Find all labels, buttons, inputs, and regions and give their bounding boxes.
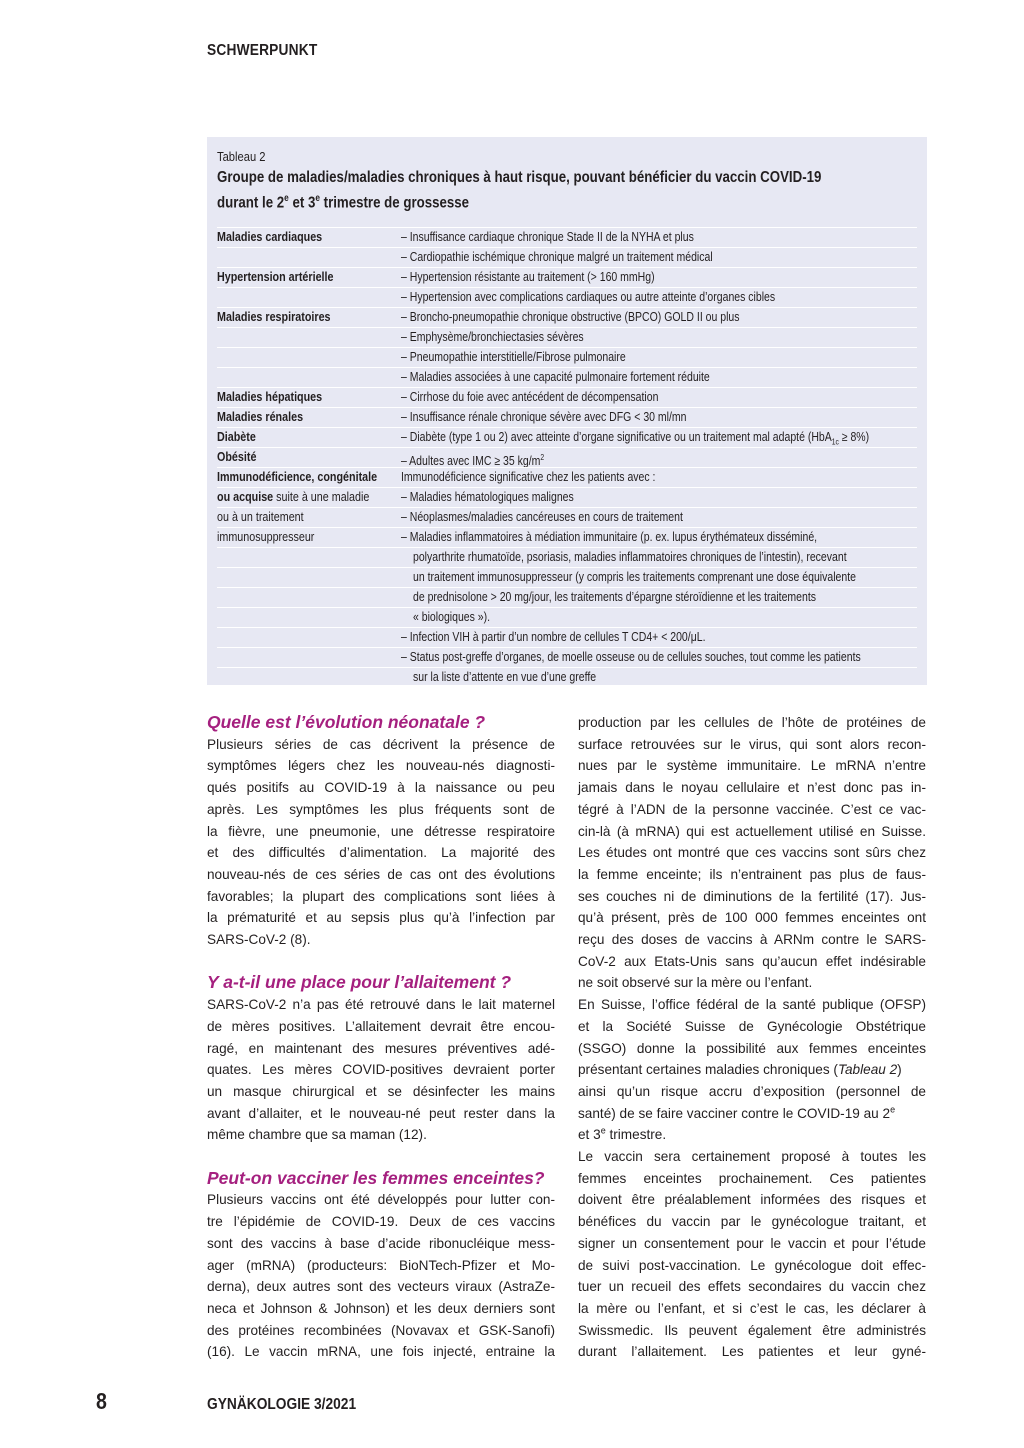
row-item: – Status post-greffe d’organes, de moelle osseuse ou de cellules souches, tout comme les patients [401,650,861,664]
row-item: – Insuffisance rénale chronique sévère avec DFG < 30 ml/mn [401,410,687,424]
page-number: 8 [96,1388,107,1414]
right-column [578,712,926,1363]
title-superscript-1: e [284,193,289,204]
row-item: – Maladies associées à une capacité pulmonaire fortement réduite [401,370,710,384]
row-item: – Hypertension avec complications cardiaques ou autre atteinte d’organes cibles [401,290,776,304]
row-category: immunosuppresseur [217,530,315,544]
table-body [217,227,917,687]
table-caption: Tableau 2 [217,149,266,164]
row-item: – Emphysème/bronchiectasies sévères [401,330,584,344]
row-category: ou acquise suite à une maladie [217,490,370,504]
row-item: – Adultes avec IMC ≥ 35 $kg/m^2$ [401,453,545,469]
row-item: – Cirrhose du foie avec antécédent de décompensation [401,390,659,404]
journal-name: GYNÄKOLOGIE 3/2021 [207,1396,357,1413]
paragraph-switzerland: En Suisse, l’office fédéral de la santé publique (OFSP) et la Société Suisse de Gynécologie Obstétrique (SSGO) donne la possibilité aux femmes enceintes [578,997,926,1056]
paragraph-switzerland-l4: présentant certaines maladies chroniques (Tableau 2) [578,1062,902,1078]
row-item: polyarthrite rhumatoïde, psoriasis, maladies inflammatoires chroniques de l’intestin), recevant [413,550,847,564]
table-row [217,307,917,387]
paragraph-mrna: production par les cellules de l’hôte de protéines de surface retrouvées sur le virus, qui sont alors recon- nues par le système immunitaire. Le mRNA n’entre jamais dans le noyau cellulaire et n’est donc pas in- tégré à l’ADN de la personne vaccinée. C’est ce vac- cin-là (à mRNA) qui est actuellement utilisé en Suisse. Les études ont montré que ces vaccins sont sûrs chez la femme enceinte; ils n’entrainent pas plus de faus- ses couches ni de diminutions de la fertilité (17). Jus- qu’à présent, près de 100 000 femmes enceintes ont reçu des doses de vaccins à ARNm contre le SARS- CoV-2 aux Etats-Unis sans qu’aucun effet indésirable [578,715,926,969]
table-row [217,467,917,687]
paragraph-mrna-end: ne soit observé sur la mère ou l’enfant. [578,975,813,991]
section-label: SCHWERPUNKT [207,42,318,59]
row-item: – Hypertension résistante au traitement (> 160 mmHg) [401,270,655,284]
row-item: – Cardiopathie ischémique chronique malgré un traitement médical [401,250,713,264]
row-item: – Broncho-pneumopathie chronique obstructive (BPCO) GOLD II ou plus [401,310,740,324]
table-2 [207,137,927,685]
table-row [217,267,917,307]
table-row [217,407,917,427]
table-title [217,167,881,213]
row-category: Diabète [217,430,256,444]
row-item: – Néoplasmes/maladies cancéreuses en cours de traitement [401,510,683,524]
row-category: Maladies respiratoires [217,310,331,324]
table-title-mid: et 3 [288,194,316,212]
row-item: Immunodéficience significative chez les patients avec : [401,470,656,484]
row-item: de prednisolone > 20 mg/jour, les traitements d’épargne stéroïdienne et les traitements [413,590,817,604]
row-item: « biologiques »). [413,610,491,624]
row-category: Maladies hépatiques [217,390,323,404]
row-item: – Pneumopathie interstitielle/Fibrose pulmonaire [401,350,626,364]
paragraph-proposal: Le vaccin sera certainement proposé à toutes les femmes enceintes prochainement. Ces patientes doivent être préalablement informées des risques et bénéfices du vaccin par le gynécologue traitant, et signer un consentement pour le vaccin et pour l’étude de suivi post-vaccination. Le gynécologue doit effec- tuer un recueil des effets secondaires du vaccin chez la mère ou l’enfant, et si c’est le cas, les déclarer à Swissmedic. Ils peuvent également être administrés durant l’allaitement. Les patientes et leur gyné- [578,1149,926,1360]
paragraph-switzerland-l5: ainsi qu’un risque accru d’exposition (personnel de [578,1083,926,1099]
row-category: ou à un traitement [217,510,304,524]
paragraph-breastfeeding: SARS-CoV-2 n’a pas été retrouvé dans le lait maternel de mères positives. L’allaitement devrait être encou- ragé, en maintenant des mesures préventives adé- quates. Les mères COVID-positives devraient porter un masque chirurgical et se désinfecter les mains avant d’allaiter, et le nouveau-né peut rester dans la [207,997,555,1121]
table-title-line-1: Groupe de maladies/maladies chroniques à haut risque, pouvant bénéficier du vaccin COVID-19 [217,169,822,186]
paragraph-neonatal: Plusieurs séries de cas décrivent la présence de symptômes légers chez les nouveau-nés diagnosti- qués positifs au COVID-19 à la naissance ou peu après. Les symptômes les plus fréquents sont de la fièvre, une pneumonie, une détresse respiratoire et des difficultés d’alimentation. La majorité des nouveau-nés de ces séries de cas ont des évolutions favorables; la plupart des complications sont liées à la prématurité et au sepsis plus qu’à l’infection par [207,736,555,926]
row-item: – Diabète (type 1 ou 2) avec atteinte d’organe significative ou un traitement mal adapté (HbA$_{1c}$ ≥ 8%) [401,430,870,447]
paragraph-neonatal-end: SARS-CoV-2 (8). [207,932,311,948]
row-category: Immunodéficience, congénitale [217,470,378,484]
row-category: Maladies cardiaques [217,230,323,244]
paragraph-breastfeeding-end: même chambre que sa maman (12). [207,1127,427,1143]
row-item: – Maladies hématologiques malignes [401,490,574,504]
table-row [217,387,917,407]
table-row [217,227,917,267]
row-category: Obésité [217,450,257,464]
row-category: Maladies rénales [217,410,304,424]
row-item: un traitement immunosuppresseur (y compris les traitements comprenant une dose équivalente [413,570,856,584]
paragraph-vaccination: Plusieurs vaccins ont été développés pour lutter con- tre l’épidémie de COVID-19. Deux de ces vaccins sont des vaccins à base d’acide ribonucléique mess- ager (mRNA) (producteurs: BioNTech-Pfizer et Mo- derna), deux autres sont des vecteurs viraux (AstraZe- neca et Johnson & Johnson) et les deux derniers sont des protéines recombinées (Novavax et GSK-Sanofi) (16). Le vaccin mRNA, une fois injecté, entraine la [207,1192,555,1360]
row-category: Hypertension artérielle [217,270,334,284]
heading-neonatal: Quelle est l’évolution néonatale ? [207,712,486,732]
paragraph-switzerland-l6: santé) de se faire vacciner contre le COVID-19 au 2e [578,1104,896,1121]
table-row [217,427,917,447]
row-item: – Maladies inflammatoires à médiation immunitaire (p. ex. lupus érythémateux disséminé, [401,530,818,544]
table-title-line-2: durant le 2 [217,194,285,212]
table-title-end: trimestre de grossesse [319,194,470,212]
left-column [207,712,555,1363]
paragraph-switzerland-l7: et 3e trimestre. [578,1125,667,1143]
row-item: – Insuffisance cardiaque chronique Stade II de la NYHA et plus [401,230,694,244]
row-item: – Infection VIH à partir d’un nombre de cellules T CD4+ < 200/μL. [401,630,706,644]
row-item: sur la liste d’attente en vue d’une greffe [413,670,597,684]
title-superscript-2: e [315,193,320,204]
heading-breastfeeding: Y a-t-il une place pour l’allaitement ? [207,972,512,993]
table-row [217,447,917,467]
heading-vaccination: Peut-on vacciner les femmes enceintes? [207,1167,545,1188]
